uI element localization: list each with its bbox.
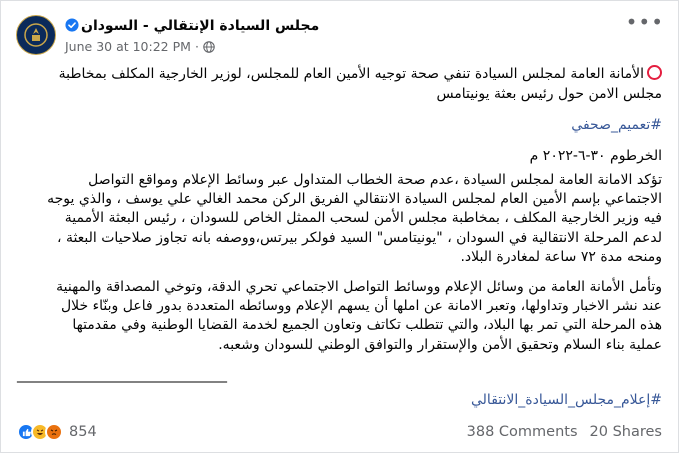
reactions-summary[interactable]	[17, 423, 97, 441]
paragraph-2-line: هذه المرحلة التي تمر بها البلاد، والتي تتطلب تكاتف وتعاون الجميع لخدمة القضايا الوطنية وفي مقدمتها	[72, 317, 662, 334]
post-stats	[467, 424, 662, 440]
meta-separator: ·	[194, 39, 199, 54]
paragraph-2	[17, 278, 662, 355]
shares-link[interactable]: 20 Shares	[589, 424, 662, 440]
page-name-text: مجلس السيادة الإنتقالي - السودان	[81, 18, 320, 34]
paragraph-1-line: فيه وزير الخارجية المكلف ، بمخاطبة مجلس الأمن لسحب الممثل الخاص للسودان ، رئيس البعثة الأممية	[64, 210, 662, 227]
headline-line-1: الأمانة العامة لمجلس السيادة تنفي صحة توجيه الأمين العام للمجلس، لوزير الخارجية المكلف بمخاطبة	[59, 65, 662, 84]
more-options-icon[interactable]: •••	[625, 10, 664, 34]
paragraph-2-line: عملية بناء السلام وتحقيق الأمن والإستقرار والتوافق الوطني للسودان وشعبه.	[218, 336, 662, 353]
paragraph-1	[17, 171, 662, 267]
paragraph-1-line: ومنحه مدة ٧٢ ساعة لمغادرة البلاد.	[460, 248, 662, 265]
emblem-icon	[23, 22, 49, 48]
red-circle-icon	[647, 65, 662, 80]
post-meta	[65, 39, 215, 54]
comments-link[interactable]: 388 Comments	[466, 424, 578, 440]
verified-badge-icon	[65, 18, 79, 32]
post-timestamp[interactable]: June 30 at 10:22 PM	[65, 39, 191, 54]
text-divider: ______________________________	[17, 367, 227, 383]
page-avatar[interactable]	[16, 15, 56, 55]
paragraph-1-line: لدعم المرحلة الانتقالية في السودان ، "يونيتامس" السيد فولكر بيرتس،ووصفه بانه تجاوز صلاحيات البعثة ،	[56, 229, 662, 246]
angry-icon	[45, 423, 63, 441]
post-footer	[17, 421, 662, 443]
reaction-count: 854	[69, 424, 97, 440]
page-name-link[interactable]	[81, 18, 319, 34]
hashtag-council-media[interactable]: #إعلام_مجلس_السيادة_الانتقالي	[471, 392, 662, 408]
hashtag-press-release[interactable]: #تعميم_صحفي	[571, 117, 662, 133]
dateline: الخرطوم ٣٠-٦-٢٠٢٢ م	[529, 148, 662, 164]
paragraph-1-line: تؤكد الامانة العامة لمجلس السيادة ،عدم صحة الخطاب المتداول عبر وسائط الإعلام ومواقع التواصل	[88, 172, 662, 188]
paragraph-1-line: الاجتماعي بإسم الأمين العام لمجلس السيادة الانتقالي الفريق الركن محمد الغالي علي يوسف ، والذي يوجه	[47, 191, 662, 208]
paragraph-2-line: عند نشر الاخبار وتداولها، وتعبر الامانة عن املها أن يسهم الإعلام ووسائطه المتعددة بدور فاعل وبنّاء خلال	[60, 298, 662, 315]
headline-line-2: مجلس الامن حول رئيس بعثة يونيتامس	[436, 86, 662, 102]
paragraph-2-line: وتأمل الأمانة العامة من وسائل الإعلام ووسائط التواصل الاجتماعي تحري الدقة، وتوخي المصداقة والمهنية	[56, 279, 662, 295]
globe-icon[interactable]	[203, 41, 215, 53]
